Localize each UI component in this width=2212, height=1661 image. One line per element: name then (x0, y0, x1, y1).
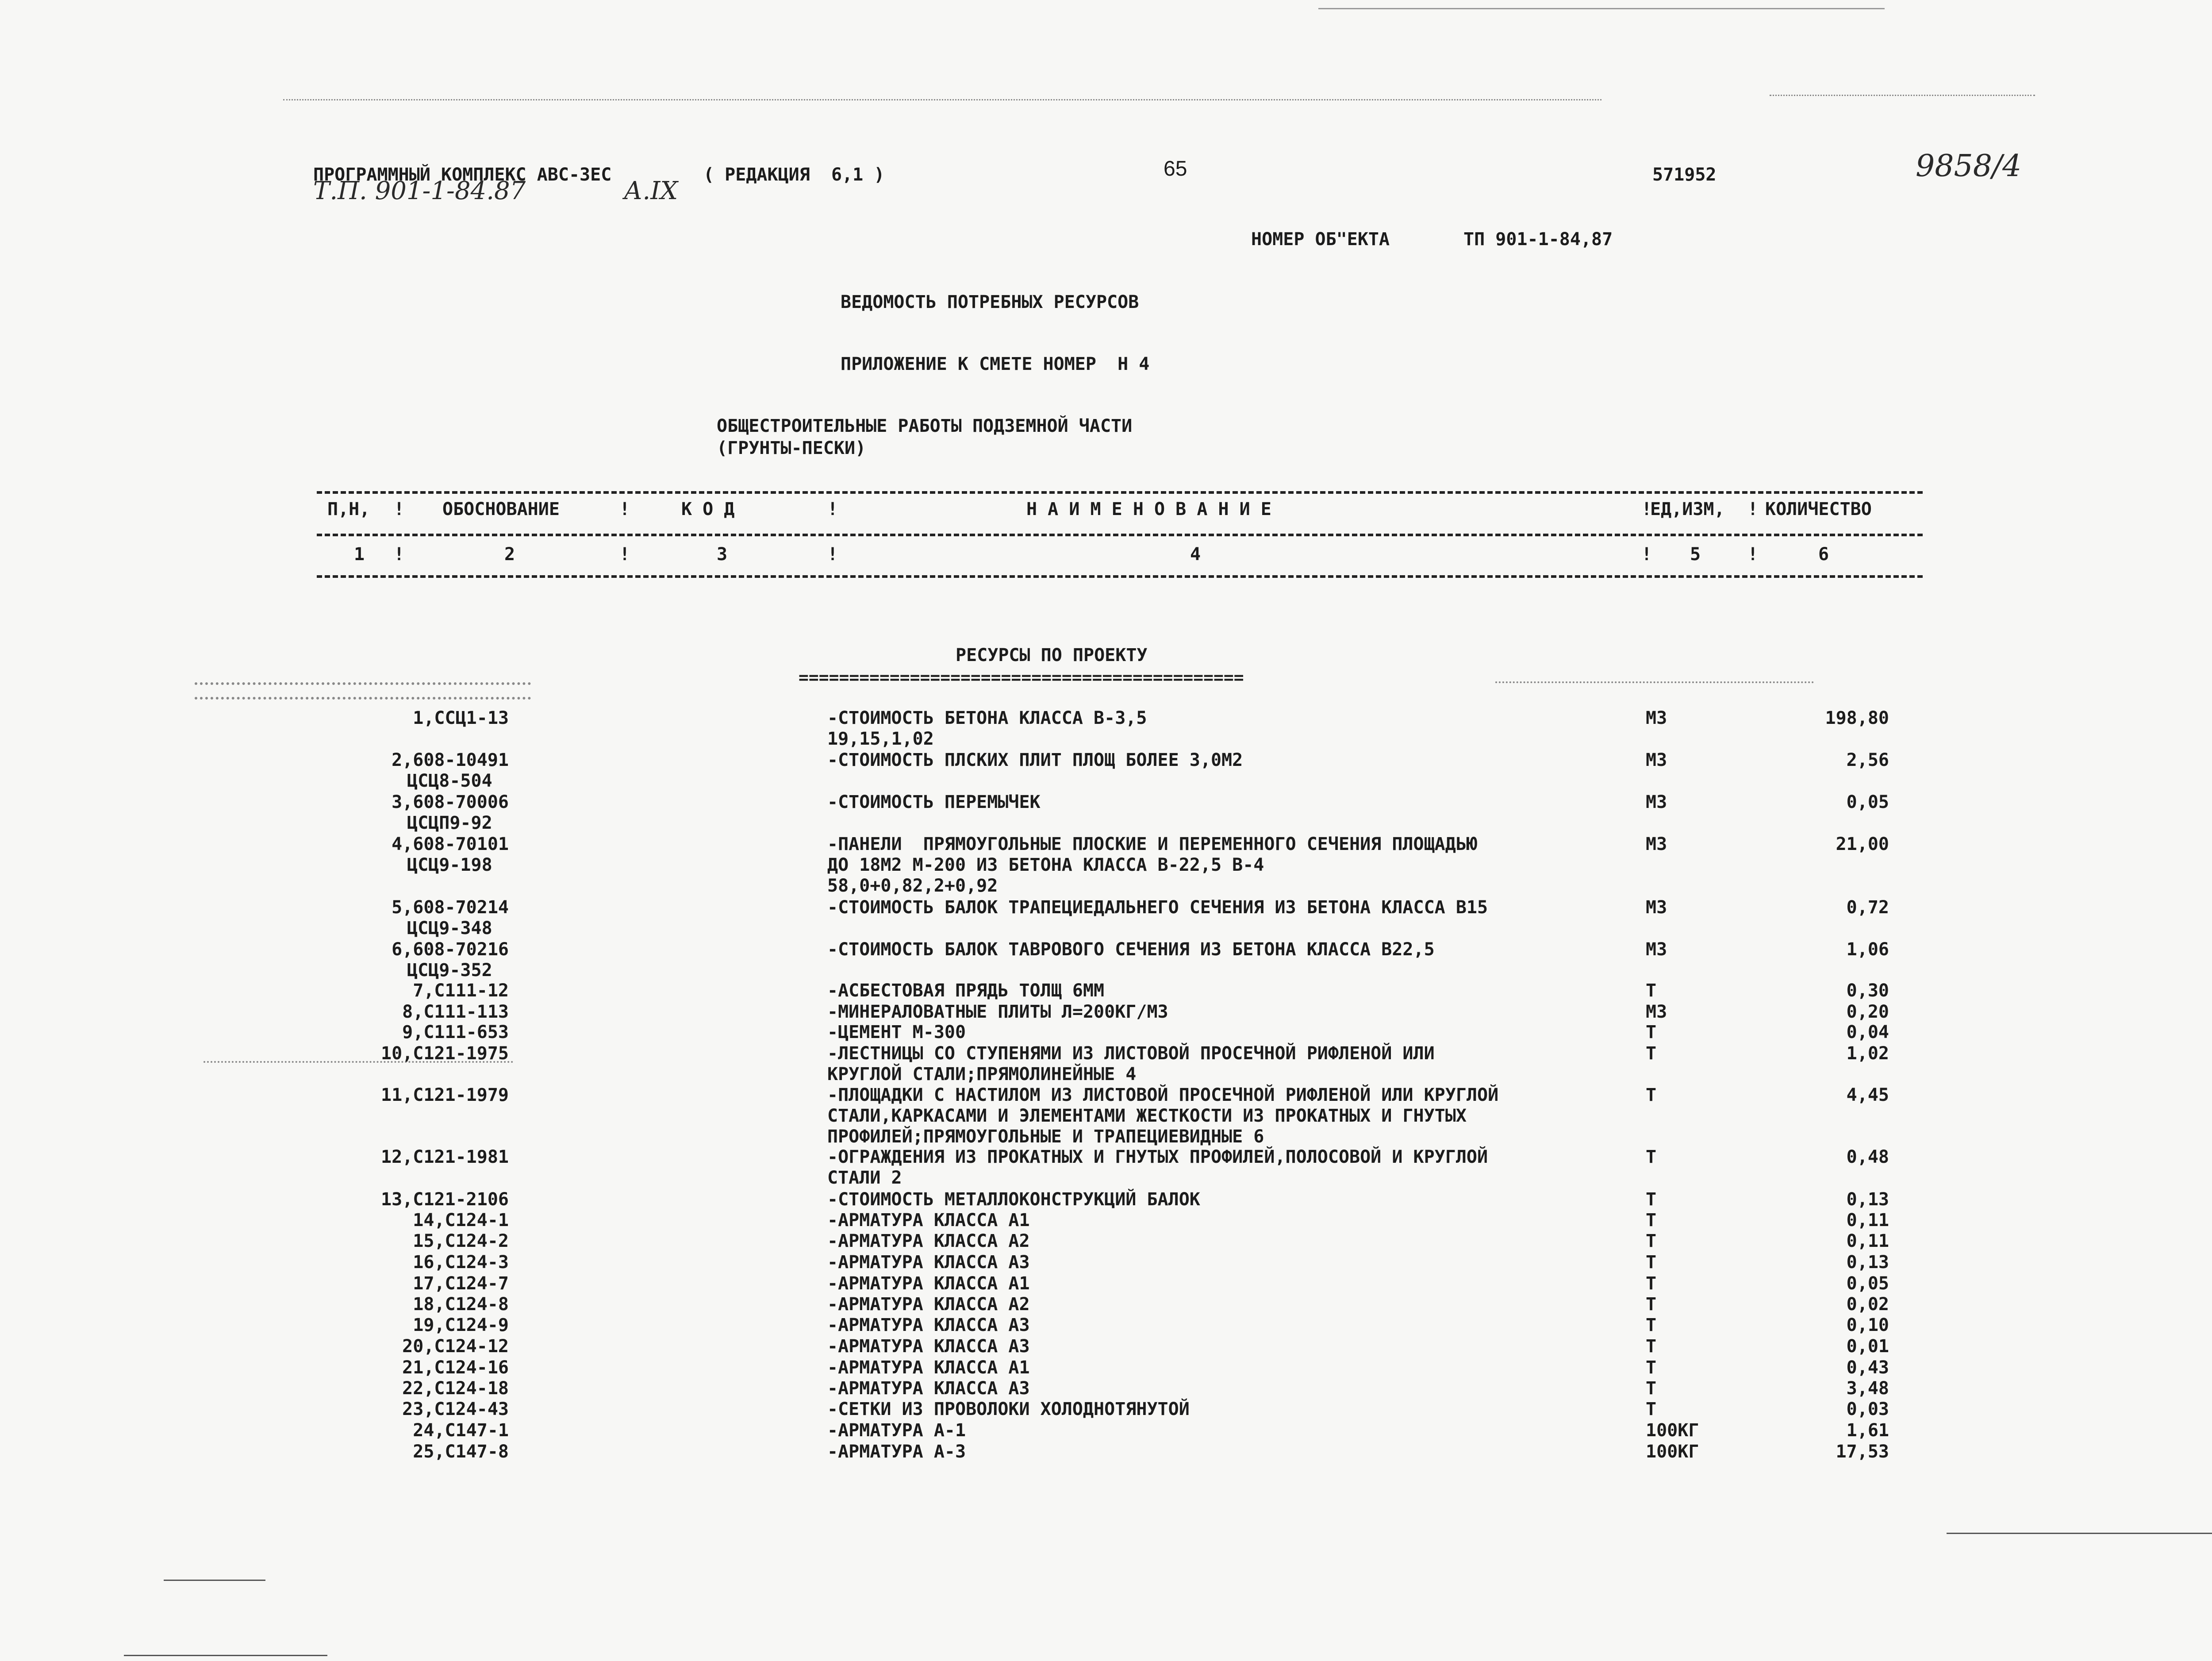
column-separator: ! (394, 499, 405, 519)
row-name: -СТОИМОСТЬ БЕТОНА КЛАССА В-3,5 (827, 708, 1147, 728)
estimate-appendix: ПРИЛОЖЕНИЕ К СМЕТЕ НОМЕР Н 4 (841, 354, 1150, 374)
row-name: -ЦЕМЕНТ М-300 (827, 1022, 966, 1042)
row-quantity: 0,11 (1846, 1231, 1889, 1251)
row-unit: Т (1646, 1043, 1657, 1064)
row-code: 25,С147-8 (413, 1442, 509, 1462)
table-rule (317, 534, 1923, 536)
row-price-reference: ЦСЦ8-504 (407, 771, 492, 791)
scan-noise (195, 682, 531, 685)
row-quantity: 0,20 (1846, 1002, 1889, 1022)
row-code: 12,С121-1981 (381, 1147, 509, 1167)
row-unit: Т (1646, 1231, 1657, 1251)
work-description: ОБЩЕСТРОИТЕЛЬНЫЕ РАБОТЫ ПОДЗЕМНОЙ ЧАСТИ (717, 416, 1133, 436)
header-col-unit: ЕД,ИЗМ, (1650, 499, 1725, 519)
row-name: -АРМАТУРА КЛАССА А2 (827, 1231, 1030, 1251)
handwritten-album: А.IX (624, 177, 678, 205)
row-code: 24,С147-1 (413, 1420, 509, 1441)
row-unit: Т (1646, 1147, 1657, 1167)
row-name: -АРМАТУРА КЛАССА А2 (827, 1294, 1030, 1315)
table-rule (317, 575, 1923, 578)
header-num-4: 4 (1190, 544, 1201, 565)
row-unit: Т (1646, 1273, 1657, 1294)
scan-noise (283, 99, 1601, 100)
column-separator: ! (827, 499, 838, 519)
row-unit: Т (1646, 1022, 1657, 1042)
program-name: ПРОГРАММНЫЙ КОМПЛЕКС АВС-ЗЕС (313, 165, 612, 185)
row-name: -МИНЕРАЛОВАТНЫЕ ПЛИТЫ Л=200КГ/М3 (827, 1002, 1168, 1022)
handwritten-project-code: Т.П. 901-1-84.87 (313, 177, 526, 205)
row-name: -ОГРАЖДЕНИЯ ИЗ ПРОКАТНЫХ И ГНУТЫХ ПРОФИЛЕЙ,ПОЛОСОВОЙ И КРУГЛОЙ (827, 1147, 1488, 1167)
row-code: 7,С111-12 (413, 980, 509, 1001)
object-value: ТП 901-1-84,87 (1463, 229, 1613, 250)
section-underline: ============================================ (799, 668, 1244, 687)
row-code: 18,С124-8 (413, 1294, 509, 1315)
row-name-continued: СТАЛИ 2 (827, 1168, 902, 1188)
section-title: РЕСУРСЫ ПО ПРОЕКТУ (956, 645, 1148, 665)
row-name: -СТОИМОСТЬ ПЕРЕМЫЧЕК (827, 792, 1041, 812)
row-name: -АРМАТУРА КЛАССА А3 (827, 1378, 1030, 1399)
row-quantity: 4,45 (1846, 1085, 1889, 1105)
column-separator: ! (1641, 544, 1652, 565)
row-name: -ПАНЕЛИ ПРЯМОУГОЛЬНЫЕ ПЛОСКИЕ И ПЕРЕМЕННОГО СЕЧЕНИЯ ПЛОЩАДЬЮ (827, 834, 1478, 854)
row-code: 4,608-70101 (392, 834, 509, 854)
column-separator: ! (394, 544, 405, 565)
row-name: -АРМАТУРА КЛАССА А3 (827, 1315, 1030, 1335)
row-price-reference: ЦСЦ9-198 (407, 855, 492, 875)
row-name-continued: СТАЛИ,КАРКАСАМИ И ЭЛЕМЕНТАМИ ЖЕСТКОСТИ ИЗ ПРОКАТНЫХ И ГНУТЫХ (827, 1106, 1467, 1126)
header-col-code: К О Д (681, 499, 735, 519)
row-name: -СТОИМОСТЬ БАЛОК ТРАПЕЦИЕДАЛЬНЕГО СЕЧЕНИЯ ИЗ БЕТОНА КЛАССА В15 (827, 897, 1488, 918)
row-name: -АСБЕСТОВАЯ ПРЯДЬ ТОЛЩ 6ММ (827, 980, 1105, 1001)
row-unit: Т (1646, 980, 1657, 1001)
row-quantity: 2,56 (1846, 750, 1889, 770)
scan-noise (1770, 95, 2035, 96)
row-unit: Т (1646, 1357, 1657, 1378)
row-price-reference: ЦСЦ9-348 (407, 918, 492, 938)
row-unit: Т (1646, 1315, 1657, 1335)
row-code: 21,С124-16 (402, 1357, 509, 1378)
row-unit: М3 (1646, 750, 1667, 770)
header-num-5: 5 (1690, 544, 1701, 565)
row-unit: М3 (1646, 834, 1667, 854)
row-quantity: 0,30 (1846, 980, 1889, 1001)
row-name: -АРМАТУРА КЛАССА А3 (827, 1252, 1030, 1273)
row-code: 8,С111-113 (402, 1002, 509, 1022)
column-separator: ! (1747, 544, 1759, 565)
column-separator: ! (1747, 499, 1759, 519)
row-unit: М3 (1646, 792, 1667, 812)
row-unit: М3 (1646, 897, 1667, 918)
row-code: 6,608-70216 (392, 939, 509, 960)
table-rule (317, 491, 1923, 494)
row-name-continued: 58,0+0,82,2+0,92 (827, 876, 998, 896)
header-col-quantity: КОЛИЧЕСТВО (1765, 499, 1872, 519)
row-name: -ЛЕСТНИЦЫ СО СТУПЕНЯМИ ИЗ ЛИСТОВОЙ ПРОСЕЧНОЙ РИФЛЕНОЙ ИЛИ (827, 1043, 1435, 1064)
row-quantity: 0,11 (1846, 1210, 1889, 1230)
row-unit: Т (1646, 1252, 1657, 1273)
object-label: НОМЕР ОБ"ЕКТА (1251, 229, 1390, 250)
row-code: 13,С121-2106 (381, 1189, 509, 1210)
row-quantity: 0,05 (1846, 1273, 1889, 1294)
row-unit: Т (1646, 1399, 1657, 1419)
document-number: 571952 (1652, 165, 1717, 185)
row-name: -СЕТКИ ИЗ ПРОВОЛОКИ ХОЛОДНОТЯНУТОЙ (827, 1399, 1190, 1419)
row-code: 3,608-70006 (392, 792, 509, 812)
row-code: 9,С111-653 (402, 1022, 509, 1042)
column-separator: ! (827, 544, 838, 565)
row-quantity: 0,48 (1846, 1147, 1889, 1167)
row-unit: Т (1646, 1085, 1657, 1105)
row-name-continued: ДО 18М2 М-200 ИЗ БЕТОНА КЛАССА В-22,5 В-4 (827, 855, 1264, 875)
handwritten-archive-number: 9858/4 (1916, 149, 2022, 184)
row-code: 5,608-70214 (392, 897, 509, 918)
row-quantity: 198,80 (1825, 708, 1889, 728)
row-quantity: 3,48 (1846, 1378, 1889, 1399)
row-unit: Т (1646, 1336, 1657, 1357)
soil-type: (ГРУНТЫ-ПЕСКИ) (717, 438, 866, 458)
row-code: 2,608-10491 (392, 750, 509, 770)
header-num-6: 6 (1818, 544, 1829, 565)
header-num-2: 2 (504, 544, 515, 565)
row-quantity: 0,03 (1846, 1399, 1889, 1419)
page-number: 65 (1164, 157, 1187, 181)
row-code: 16,С124-3 (413, 1252, 509, 1273)
row-name: -АРМАТУРА КЛАССА А1 (827, 1357, 1030, 1378)
row-quantity: 1,61 (1846, 1420, 1889, 1441)
scan-noise (1318, 8, 1885, 9)
row-quantity: 0,05 (1846, 792, 1889, 812)
header-num-3: 3 (717, 544, 728, 565)
row-name: -СТОИМОСТЬ ПЛСКИХ ПЛИТ ПЛОЩ БОЛЕЕ 3,0М2 (827, 750, 1243, 770)
row-unit: М3 (1646, 939, 1667, 960)
scan-noise (195, 697, 531, 700)
row-code: 19,С124-9 (413, 1315, 509, 1335)
row-quantity: 0,72 (1846, 897, 1889, 918)
row-unit: Т (1646, 1378, 1657, 1399)
row-code: 11,С121-1979 (381, 1085, 509, 1105)
row-price-reference: ЦСЦП9-92 (407, 813, 492, 833)
scan-noise (124, 1655, 327, 1656)
row-unit: 100КГ (1646, 1420, 1699, 1441)
column-separator: ! (619, 499, 630, 519)
row-quantity: 17,53 (1836, 1442, 1889, 1462)
row-name: -ПЛОЩАДКИ С НАСТИЛОМ ИЗ ЛИСТОВОЙ ПРОСЕЧНОЙ РИФЛЕНОЙ ИЛИ КРУГЛОЙ (827, 1085, 1499, 1105)
row-unit: Т (1646, 1189, 1657, 1210)
row-unit: 100КГ (1646, 1442, 1699, 1462)
row-code: 17,С124-7 (413, 1273, 509, 1294)
row-name: -АРМАТУРА КЛАССА А1 (827, 1210, 1030, 1230)
row-quantity: 0,02 (1846, 1294, 1889, 1315)
row-quantity: 0,13 (1846, 1252, 1889, 1273)
document-title: ВЕДОМОСТЬ ПОТРЕБНЫХ РЕСУРСОВ (841, 292, 1139, 312)
header-num-1: 1 (354, 544, 365, 565)
row-name: -СТОИМОСТЬ МЕТАЛЛОКОНСТРУКЦИЙ БАЛОК (827, 1189, 1200, 1210)
row-quantity: 1,02 (1846, 1043, 1889, 1064)
row-unit: М3 (1646, 708, 1667, 728)
row-code: 20,С124-12 (402, 1336, 509, 1357)
row-name-continued: ПРОФИЛЕЙ;ПРЯМОУГОЛЬНЫЕ И ТРАПЕЦИЕВИДНЫЕ 6 (827, 1127, 1264, 1147)
row-code: 10,С121-1975 (381, 1043, 509, 1064)
row-price-reference: ЦСЦ9-352 (407, 960, 492, 980)
row-name: -АРМАТУРА КЛАССА А1 (827, 1273, 1030, 1294)
header-col-basis: ОБОСНОВАНИЕ (442, 499, 560, 519)
row-code: 14,С124-1 (413, 1210, 509, 1230)
scan-noise (1947, 1533, 2212, 1534)
row-code: 1,ССЦ1-13 (413, 708, 509, 728)
row-unit: Т (1646, 1210, 1657, 1230)
row-quantity: 0,10 (1846, 1315, 1889, 1335)
row-quantity: 0,01 (1846, 1336, 1889, 1357)
scan-noise (1495, 681, 1814, 683)
row-quantity: 0,13 (1846, 1189, 1889, 1210)
header-col-name: Н А И М Е Н О В А Н И Е (1026, 499, 1271, 519)
row-name-continued: КРУГЛОЙ СТАЛИ;ПРЯМОЛИНЕЙНЫЕ 4 (827, 1064, 1137, 1084)
column-separator: ! (619, 544, 630, 565)
row-quantity: 1,06 (1846, 939, 1889, 960)
row-name: -СТОИМОСТЬ БАЛОК ТАВРОВОГО СЕЧЕНИЯ ИЗ БЕТОНА КЛАССА В22,5 (827, 939, 1435, 960)
column-separator: ! (1641, 499, 1652, 519)
row-name: -АРМАТУРА А-3 (827, 1442, 966, 1462)
row-name-continued: 19,15,1,02 (827, 729, 934, 749)
row-name: -АРМАТУРА А-1 (827, 1420, 966, 1441)
row-code: 22,С124-18 (402, 1378, 509, 1399)
row-quantity: 21,00 (1836, 834, 1889, 854)
row-code: 15,С124-2 (413, 1231, 509, 1251)
row-quantity: 0,04 (1846, 1022, 1889, 1042)
row-quantity: 0,43 (1846, 1357, 1889, 1378)
scan-noise (164, 1580, 265, 1581)
row-unit: М3 (1646, 1002, 1667, 1022)
row-name: -АРМАТУРА КЛАССА А3 (827, 1336, 1030, 1357)
row-unit: Т (1646, 1294, 1657, 1315)
header-col-pn: П,Н, (327, 499, 370, 519)
row-code: 23,С124-43 (402, 1399, 509, 1419)
edition: ( РЕДАКЦИЯ 6,1 ) (703, 165, 885, 185)
